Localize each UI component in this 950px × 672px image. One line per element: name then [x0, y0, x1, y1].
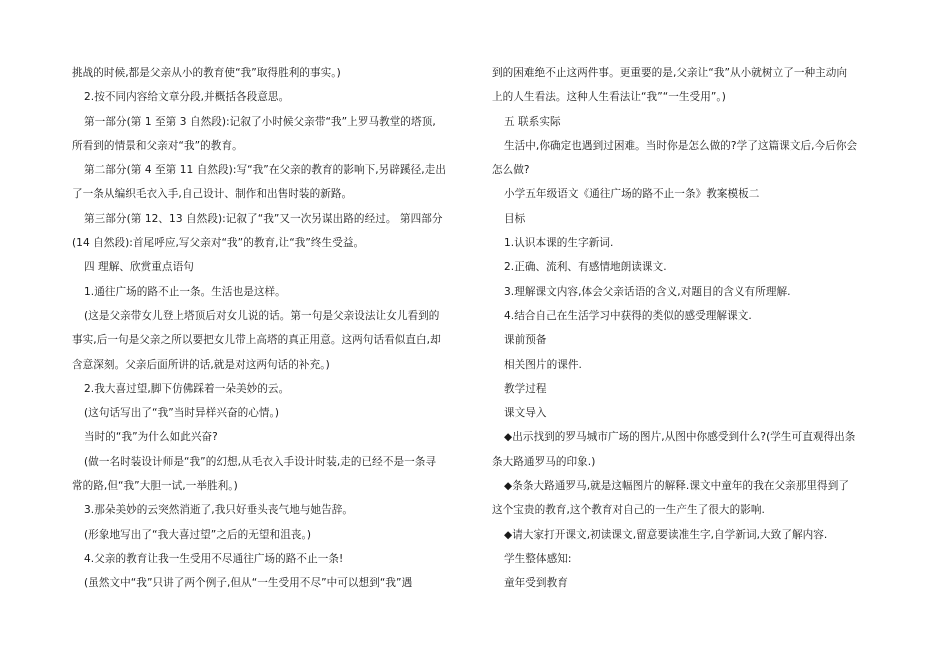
text-line: 课前预备	[504, 334, 547, 347]
text-line: ◆出示找到的罗马城市广场的图片,从图中你感受到什么?(学生可直观得出条	[504, 431, 856, 444]
text-line: 上的人生看法。这种人生看法让“我”“一生受用”。)	[492, 91, 726, 104]
text-line: 所看到的情景和父亲对“我”的教育。	[72, 139, 243, 152]
text-line: 目标	[504, 212, 526, 225]
text-line: 教学过程	[504, 382, 547, 395]
text-line: 4.结合自己在生活学习中获得的类似的感受理解课文.	[504, 309, 752, 322]
text-line: 2.按不同内容给文章分段,并概括各段意思。	[84, 91, 290, 104]
text-line: 怎么做?	[492, 164, 530, 177]
text-line: 条大路通罗马的印象.)	[492, 455, 596, 468]
text-line: 含意深刻。父亲后面所讲的话,就是对这两句话的补充。)	[72, 358, 330, 371]
left-text-column	[72, 61, 464, 596]
text-line: 事实,后一句是父亲之所以要把女儿带上高塔的真正用意。这两句话看似直白,却	[72, 334, 441, 347]
text-line: 四 理解、欣赏重点语句	[84, 261, 194, 274]
text-line: 第一部分(第 1 至第 3 自然段):记叙了小时候父亲带“我”上罗马教堂的塔顶,	[84, 115, 436, 128]
text-line: 常的路,但“我”大胆一试,一举胜利。)	[72, 480, 238, 493]
text-line: 3.那朵美妙的云突然消逝了,我只好垂头丧气地与她告辞。	[84, 504, 354, 517]
text-line: 第三部分(第 12、13 自然段):记叙了“我”又一次另谋出路的经过。 第四部分	[84, 212, 443, 225]
text-line: 2.我大喜过望,脚下仿佛踩着一朵美妙的云。	[84, 382, 290, 395]
text-line: 了一条从编织毛衣入手,自己设计、制作和出售时装的新路。	[72, 188, 353, 201]
text-line: ◆请大家打开课文,初读课文,留意要读准生字,自学新词,大致了解内容.	[504, 528, 828, 541]
text-line: (14 自然段):首尾呼应,写父亲对“我”的教育,让“我”终生受益。	[72, 237, 365, 250]
text-line: 1.通往广场的路不止一条。生活也是这样。	[84, 285, 286, 298]
text-line: (做一名时装设计师是“我”的幻想,从毛衣入手设计时装,走的已经不是一条寻	[84, 455, 437, 468]
text-line: 4.父亲的教育让我一生受用不尽通往广场的路不止一条!	[84, 552, 344, 565]
text-line: 2.正确、流利、有感情地朗读课文.	[504, 261, 667, 274]
text-line: 课文导入	[504, 407, 547, 420]
text-line: (形象地写出了“我大喜过望”之后的无望和沮丧。)	[84, 528, 312, 541]
text-line: 相关图片的课件.	[504, 358, 582, 371]
text-line: 生活中,你确定也遇到过困难。当时你是怎么做的?学了这篇课文后,今后你会	[504, 139, 858, 152]
text-line: 到的困难绝不止这两件事。更重要的是,父亲让“我”从小就树立了一种主动向	[492, 67, 848, 79]
text-line: 五 联系实际	[504, 115, 561, 128]
text-line: (这句话写出了“我”当时异样兴奋的心情。)	[84, 407, 280, 420]
right-text-column	[492, 61, 882, 596]
text-line: 小学五年级语文《通往广场的路不止一条》教案模板二	[504, 188, 760, 201]
text-line: ◆条条大路通罗马,就是这幅图片的解释.课文中童年的我在父亲那里得到了	[504, 480, 849, 493]
text-line: (这是父亲带女儿登上塔顶后对女儿说的话。第一句是父亲设法让女儿看到的	[84, 309, 440, 322]
text-line: 这个宝贵的教育,这个教育对自己的一生产生了很大的影响.	[492, 504, 765, 517]
text-line: 学生整体感知:	[504, 552, 572, 565]
text-line: 童年受到教育	[504, 577, 568, 590]
text-line: 挑战的时候,都是父亲从小的教育使“我”取得胜利的事实。)	[72, 67, 341, 79]
text-line: (虽然文中“我”只讲了两个例子,但从“一生受用不尽”中可以想到“我”遇	[84, 577, 413, 590]
text-line: 3.理解课文内容,体会父亲话语的含义,对题目的含义有所理解.	[504, 285, 791, 298]
text-line: 1.认识本课的生字新词.	[504, 237, 614, 250]
text-line: 第二部分(第 4 至第 11 自然段):写“我”在父亲的教育的影响下,另辟蹊径,走出	[84, 164, 446, 177]
text-line: 当时的“我”为什么如此兴奋?	[84, 431, 218, 444]
